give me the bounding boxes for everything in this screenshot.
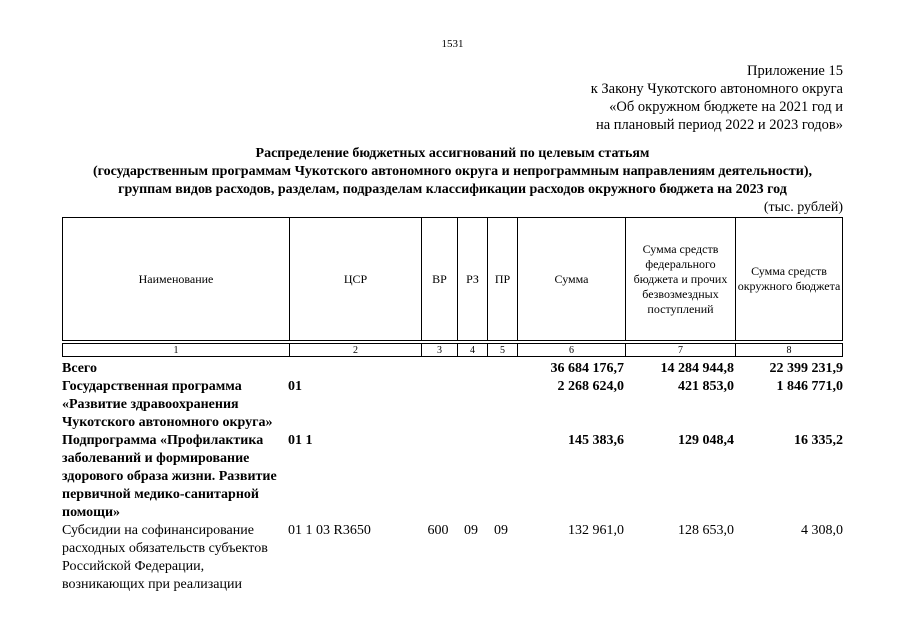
header-district-funds: Сумма средств окружного бюджета <box>735 218 842 340</box>
column-number: 7 <box>625 344 735 356</box>
row-district-sum: 16 335,2 <box>794 433 843 448</box>
row-federal-sum: 129 048,4 <box>678 433 734 448</box>
page-number: 1531 <box>441 38 464 50</box>
row-csr: 01 <box>288 379 302 394</box>
row-sum: 2 268 624,0 <box>557 379 624 394</box>
table-row-subsidy <box>62 522 843 594</box>
column-number: 6 <box>517 344 625 356</box>
units-label: (тыс. рублей) <box>763 200 843 215</box>
row-federal-sum: 421 853,0 <box>678 379 734 394</box>
header-csr: ЦСР <box>289 218 421 340</box>
row-pr: 09 <box>494 523 508 538</box>
appendix-line: к Закону Чукотского автономного округа <box>590 81 843 97</box>
row-name: Подпрограмма «Профилактика заболеваний и формирование здорового образа жизни. Развитие первичной медико-санитарной помощи» <box>62 433 277 520</box>
table-body <box>62 360 843 594</box>
row-district-sum: 4 308,0 <box>801 523 843 538</box>
table-header <box>62 217 843 341</box>
row-name: Субсидии на софинансирование расходных обязательств субъектов Российской Федерации, возникающих при реализации <box>62 523 268 592</box>
table-row-subprogram <box>62 432 843 522</box>
header-vr: ВР <box>421 218 457 340</box>
header-rz: РЗ <box>457 218 487 340</box>
title-line: Распределение бюджетных ассигнований по целевым статьям <box>255 146 650 161</box>
column-number: 2 <box>289 344 421 356</box>
appendix-line: на плановый период 2022 и 2023 годов» <box>595 117 843 133</box>
appendix-line: Приложение 15 <box>747 63 843 79</box>
column-number: 5 <box>487 344 517 356</box>
table-row-program <box>62 378 843 432</box>
table-row-total <box>62 360 843 378</box>
appendix-line: «Об окружном бюджете на 2021 год и <box>609 99 843 115</box>
column-number: 4 <box>457 344 487 356</box>
row-sum: 36 684 176,7 <box>550 361 624 376</box>
column-numbers-row <box>62 343 843 357</box>
row-vr: 600 <box>427 523 449 538</box>
row-csr: 01 1 03 R3650 <box>288 523 371 538</box>
row-sum: 145 383,6 <box>568 433 624 448</box>
row-csr: 01 1 <box>288 433 313 448</box>
row-rz: 09 <box>464 523 478 538</box>
title-line: (государственным программам Чукотского автономного округа и непрограммным направлениям деятельности), <box>92 164 813 179</box>
row-district-sum: 1 846 771,0 <box>776 379 843 394</box>
row-federal-sum: 14 284 944,8 <box>660 361 734 376</box>
row-name: Государственная программа «Развитие здравоохранения Чукотского автономного округа» <box>62 379 273 430</box>
header-name: Наименование <box>138 271 214 286</box>
header-sum: Сумма <box>517 218 625 340</box>
document-title <box>0 145 905 199</box>
row-district-sum: 22 399 231,9 <box>769 361 843 376</box>
row-name: Всего <box>62 361 97 376</box>
row-federal-sum: 128 653,0 <box>678 523 734 538</box>
title-line: группам видов расходов, разделам, подразделам классификации расходов окружного бюджета на 2023 год <box>118 182 787 197</box>
column-number: 8 <box>735 344 842 356</box>
appendix-note <box>591 62 843 134</box>
header-federal-funds: Сумма средств федерального бюджета и прочих безвозмездных поступлений <box>625 218 735 340</box>
column-number: 1 <box>173 344 179 356</box>
column-number: 3 <box>421 344 457 356</box>
row-sum: 132 961,0 <box>568 523 624 538</box>
header-pr: ПР <box>487 218 517 340</box>
